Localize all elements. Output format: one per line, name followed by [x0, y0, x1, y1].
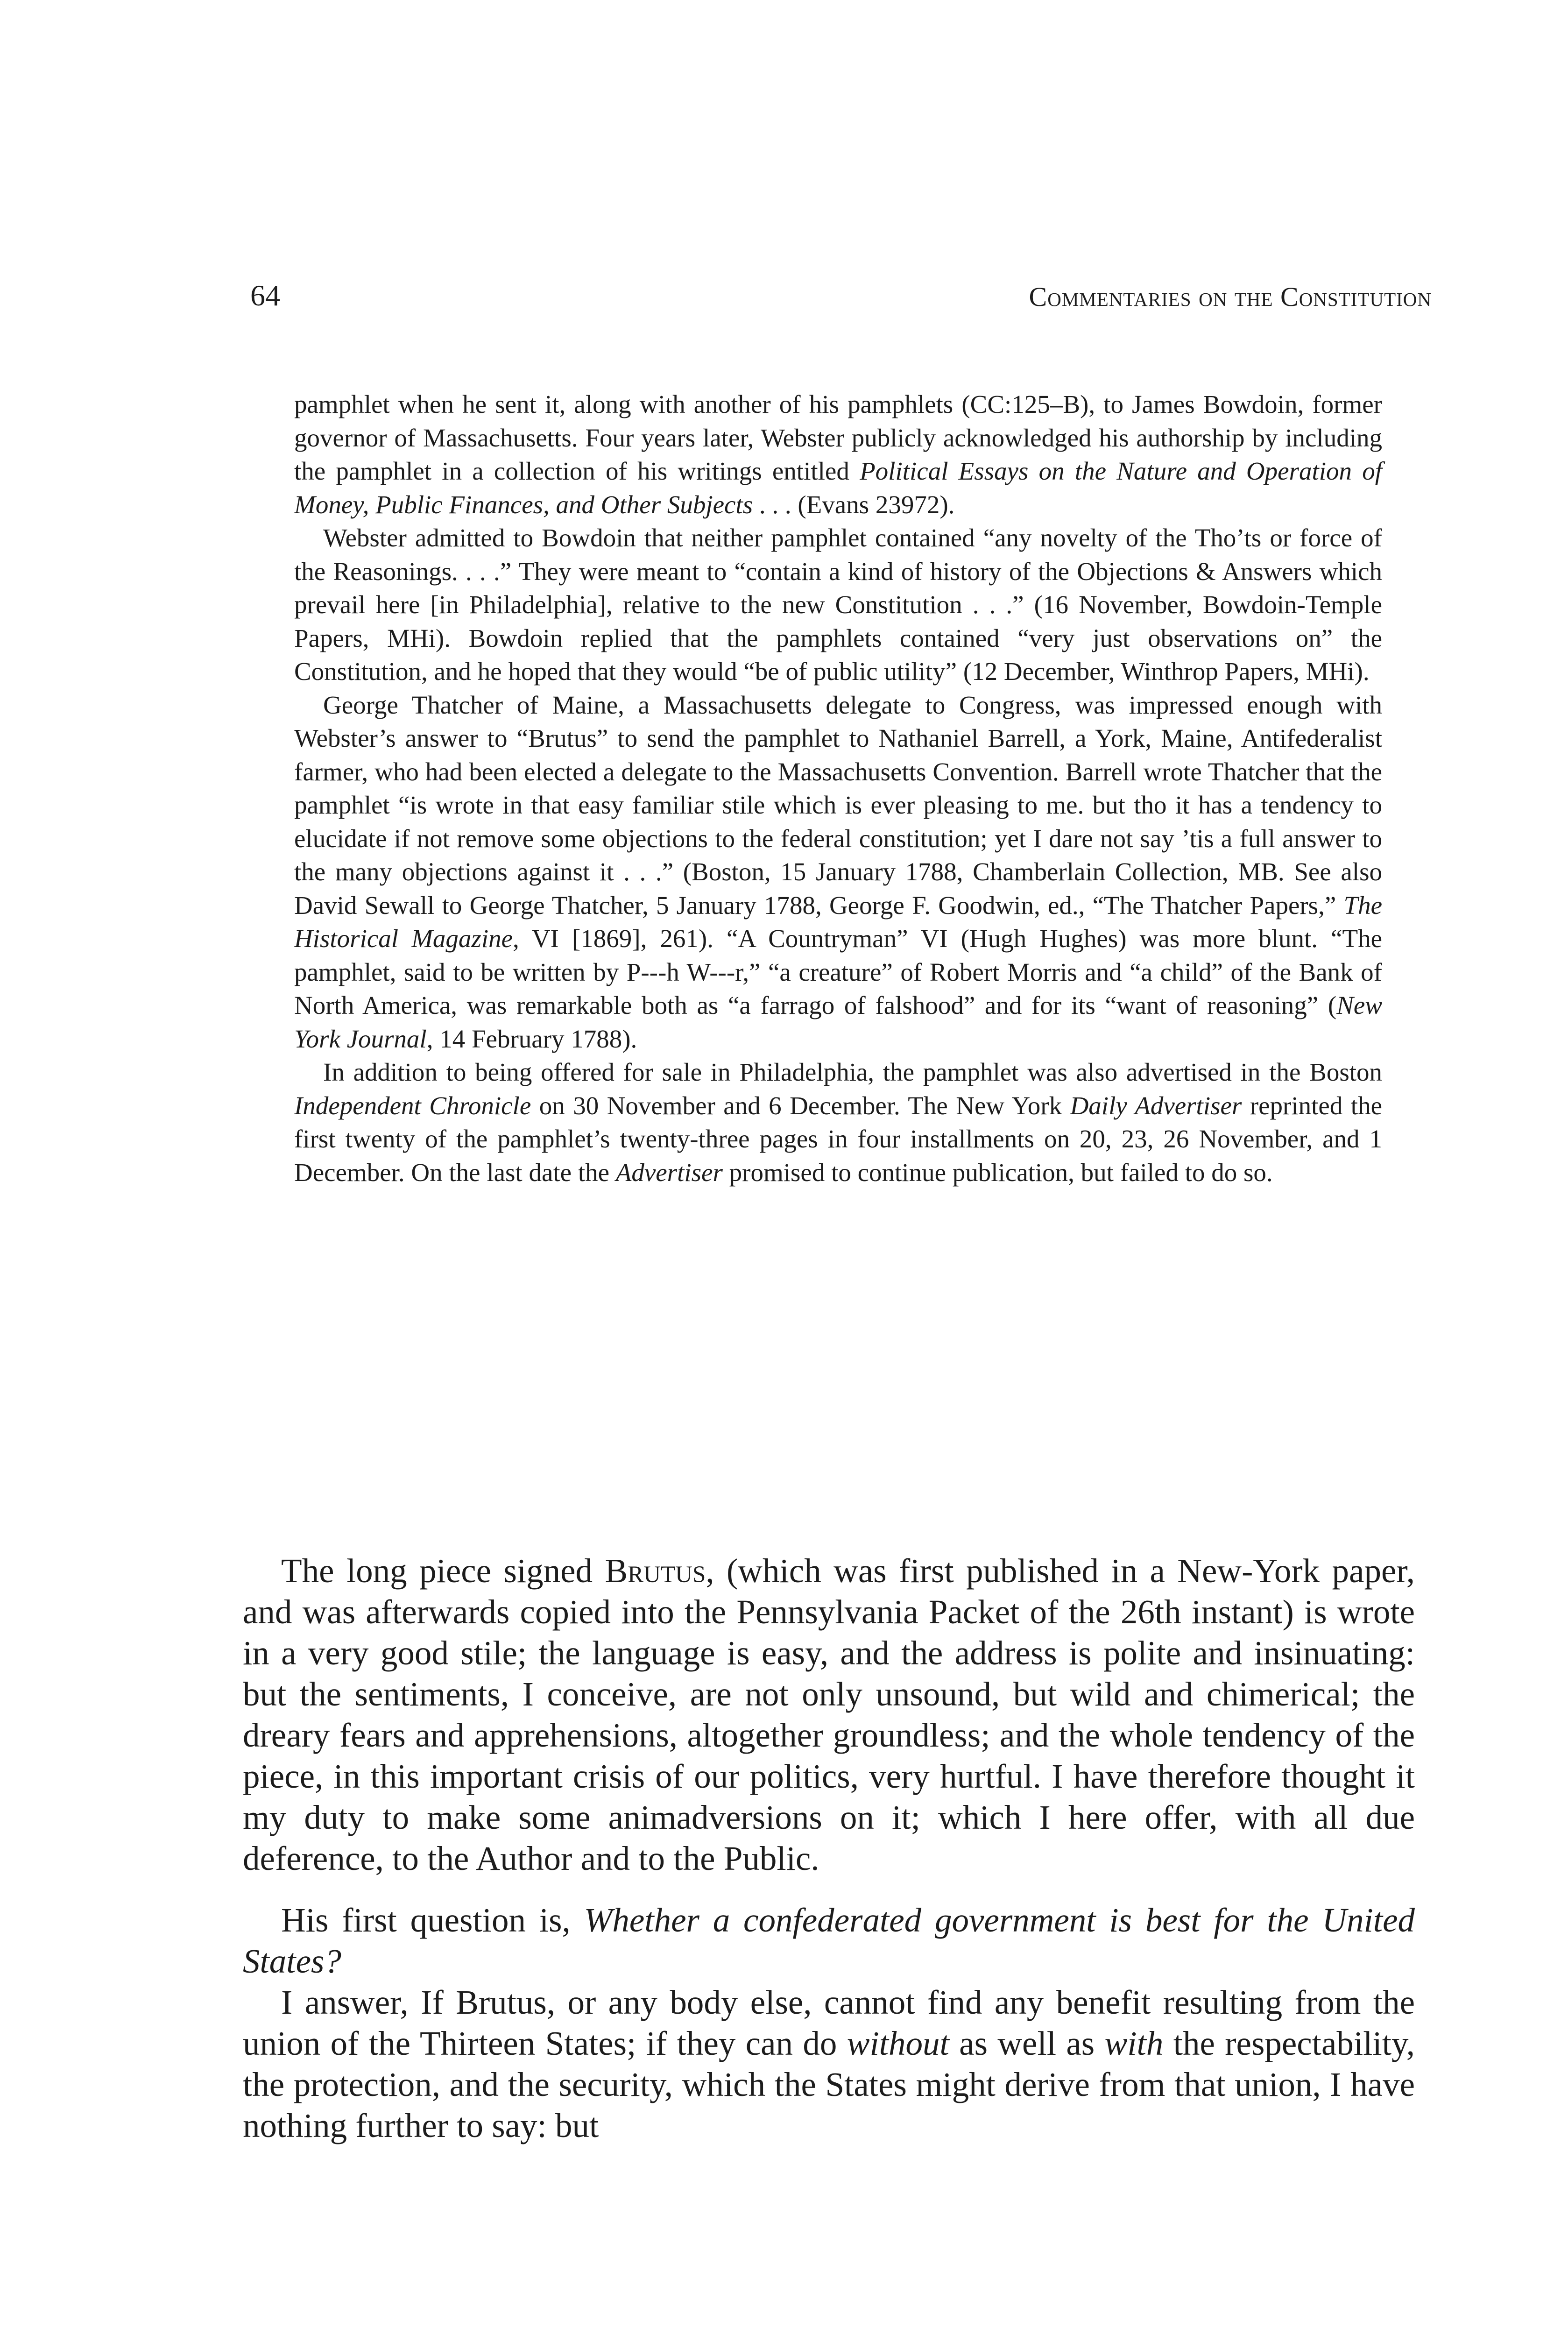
note-paragraph: Webster admitted to Bowdoin that neither pamphlet contained “any novelty of the Tho’ts or force of the Reasonings. . . .” They were meant to “contain a kind of history of the Objections & Answers which prevail here [in Philadelphia], relative to the new Constitution . . .” (16 November, Bowdoin-Temple Papers, MHi). Bowdoin replied that the pamphlets contained “very just observations on” the Constitution, and he hoped that they would “be of public utility” (12 December, Winthrop Papers, MHi). — [294, 524, 1382, 686]
body-paragraph — [243, 1982, 1415, 2146]
text-run: pamphlet when he sent it, along with another of his pamphlets (CC:125–B), to James Bowdoin, former governor of Massachusetts. Four years later, Webster publicly acknowledged his authorship by including the pamphlet in a collection of his writings entitled — [294, 390, 1382, 485]
text-run: , VI [1869], 261). “A Countryman” VI (Hugh Hughes) was more blunt. “The pamphlet, said to be written by P---h W---r,” “a creature” of Robert Morris and “a child” of the Bank of North America, was remarkable both as “a farrago of falshood” and for its “want of reasoning” ( — [294, 924, 1382, 1019]
note-paragraph — [294, 1055, 1382, 1189]
text-run: George Thatcher of Maine, a Massachusetts delegate to Congress, was impressed enough with Webster’s answer to “Brutus” to send the pamphlet to Nathaniel Barrell, a York, Maine, Antifederalist farmer, who had been elected a delegate to the Massachusetts Convention. Barrell wrote Thatcher that the pamphlet “is wrote in that easy familiar stile which is ever pleasing to me. but tho it has a tendency to elucidate if not remove some objections to the federal constitution; yet I dare not say ’tis a full answer to the many objections against it . . .” (Boston, 15 January 1788, Chamberlain Collection, MB. See also David Sewall to George Thatcher, 5 January 1788, George F. Goodwin, ed., “The Thatcher Papers,” — [294, 690, 1382, 920]
newspaper-title: Daily Advertiser — [1070, 1091, 1242, 1120]
newspaper-title: Advertiser — [615, 1158, 723, 1187]
pseudonym: Brutus — [605, 1552, 706, 1590]
page-header — [250, 278, 1432, 320]
text-run: , (which was first published in a New-York paper, and was afterwards copied into the Pennsylvania Packet of the 26th instant) is wrote in a very good stile; the language is easy, and the address is polite and insinuating: but the sentiments, I conceive, are not only unsound, but wild and chimerical; the dreary fears and apprehensions, altogether groundless; and the whole tendency of the piece, in this important crisis of our politics, very hurtful. I have therefore thought it my duty to make some animadversions on it; which I here offer, with all due deference, to the Author and to the Public. — [243, 1552, 1415, 1877]
text-run: The long piece signed — [281, 1552, 605, 1590]
emphasis: without — [847, 2024, 949, 2062]
text-run: His first question is, — [281, 1901, 584, 1939]
text-run: . . . (Evans 23972). — [753, 490, 955, 519]
text-run: I answer, If Brutus, or any body else, cannot find any benefit resulting from the union of the Thirteen States; if they can do — [243, 1983, 1415, 2062]
text-run: as well as — [949, 2024, 1105, 2062]
text-run: In addition to being offered for sale in Philadelphia, the pamphlet was also advertised in the Boston — [323, 1058, 1382, 1086]
page-number: 64 — [250, 279, 280, 312]
running-head: Commentaries on the Constitution — [1029, 282, 1432, 312]
note-paragraph — [294, 388, 1382, 521]
editorial-note — [294, 388, 1382, 1189]
body-paragraph — [243, 1900, 1415, 1982]
note-paragraph — [294, 688, 1382, 1056]
text-run: the respectability, the protection, and the security, which the States might derive from that union, I have nothing further to say: but — [243, 2024, 1415, 2144]
newspaper-title: Independent Chronicle — [294, 1091, 531, 1120]
magazine-title: The Historical Magazine — [294, 891, 1382, 953]
body-paragraph — [243, 1550, 1415, 1879]
newspaper-title: New York Journal — [294, 991, 1382, 1053]
document-body — [243, 1550, 1415, 2146]
text-run: promised to continue publication, but failed to do so. — [722, 1158, 1273, 1187]
text-run: on 30 November and 6 December. The New York — [531, 1091, 1070, 1120]
book-title: Political Essays on the Nature and Operation of Money, Public Finances, and Other Subjects — [294, 457, 1382, 519]
emphasis: with — [1104, 2024, 1164, 2062]
text-run: , 14 February 1788). — [426, 1024, 637, 1053]
italic-question: Whether a confederated government is best for the United States? — [243, 1901, 1415, 1980]
text-run: reprinted the first twenty of the pamphlet’s twenty-three pages in four installments on 20, 23, 26 November, and 1 December. On the last date the — [294, 1091, 1382, 1187]
